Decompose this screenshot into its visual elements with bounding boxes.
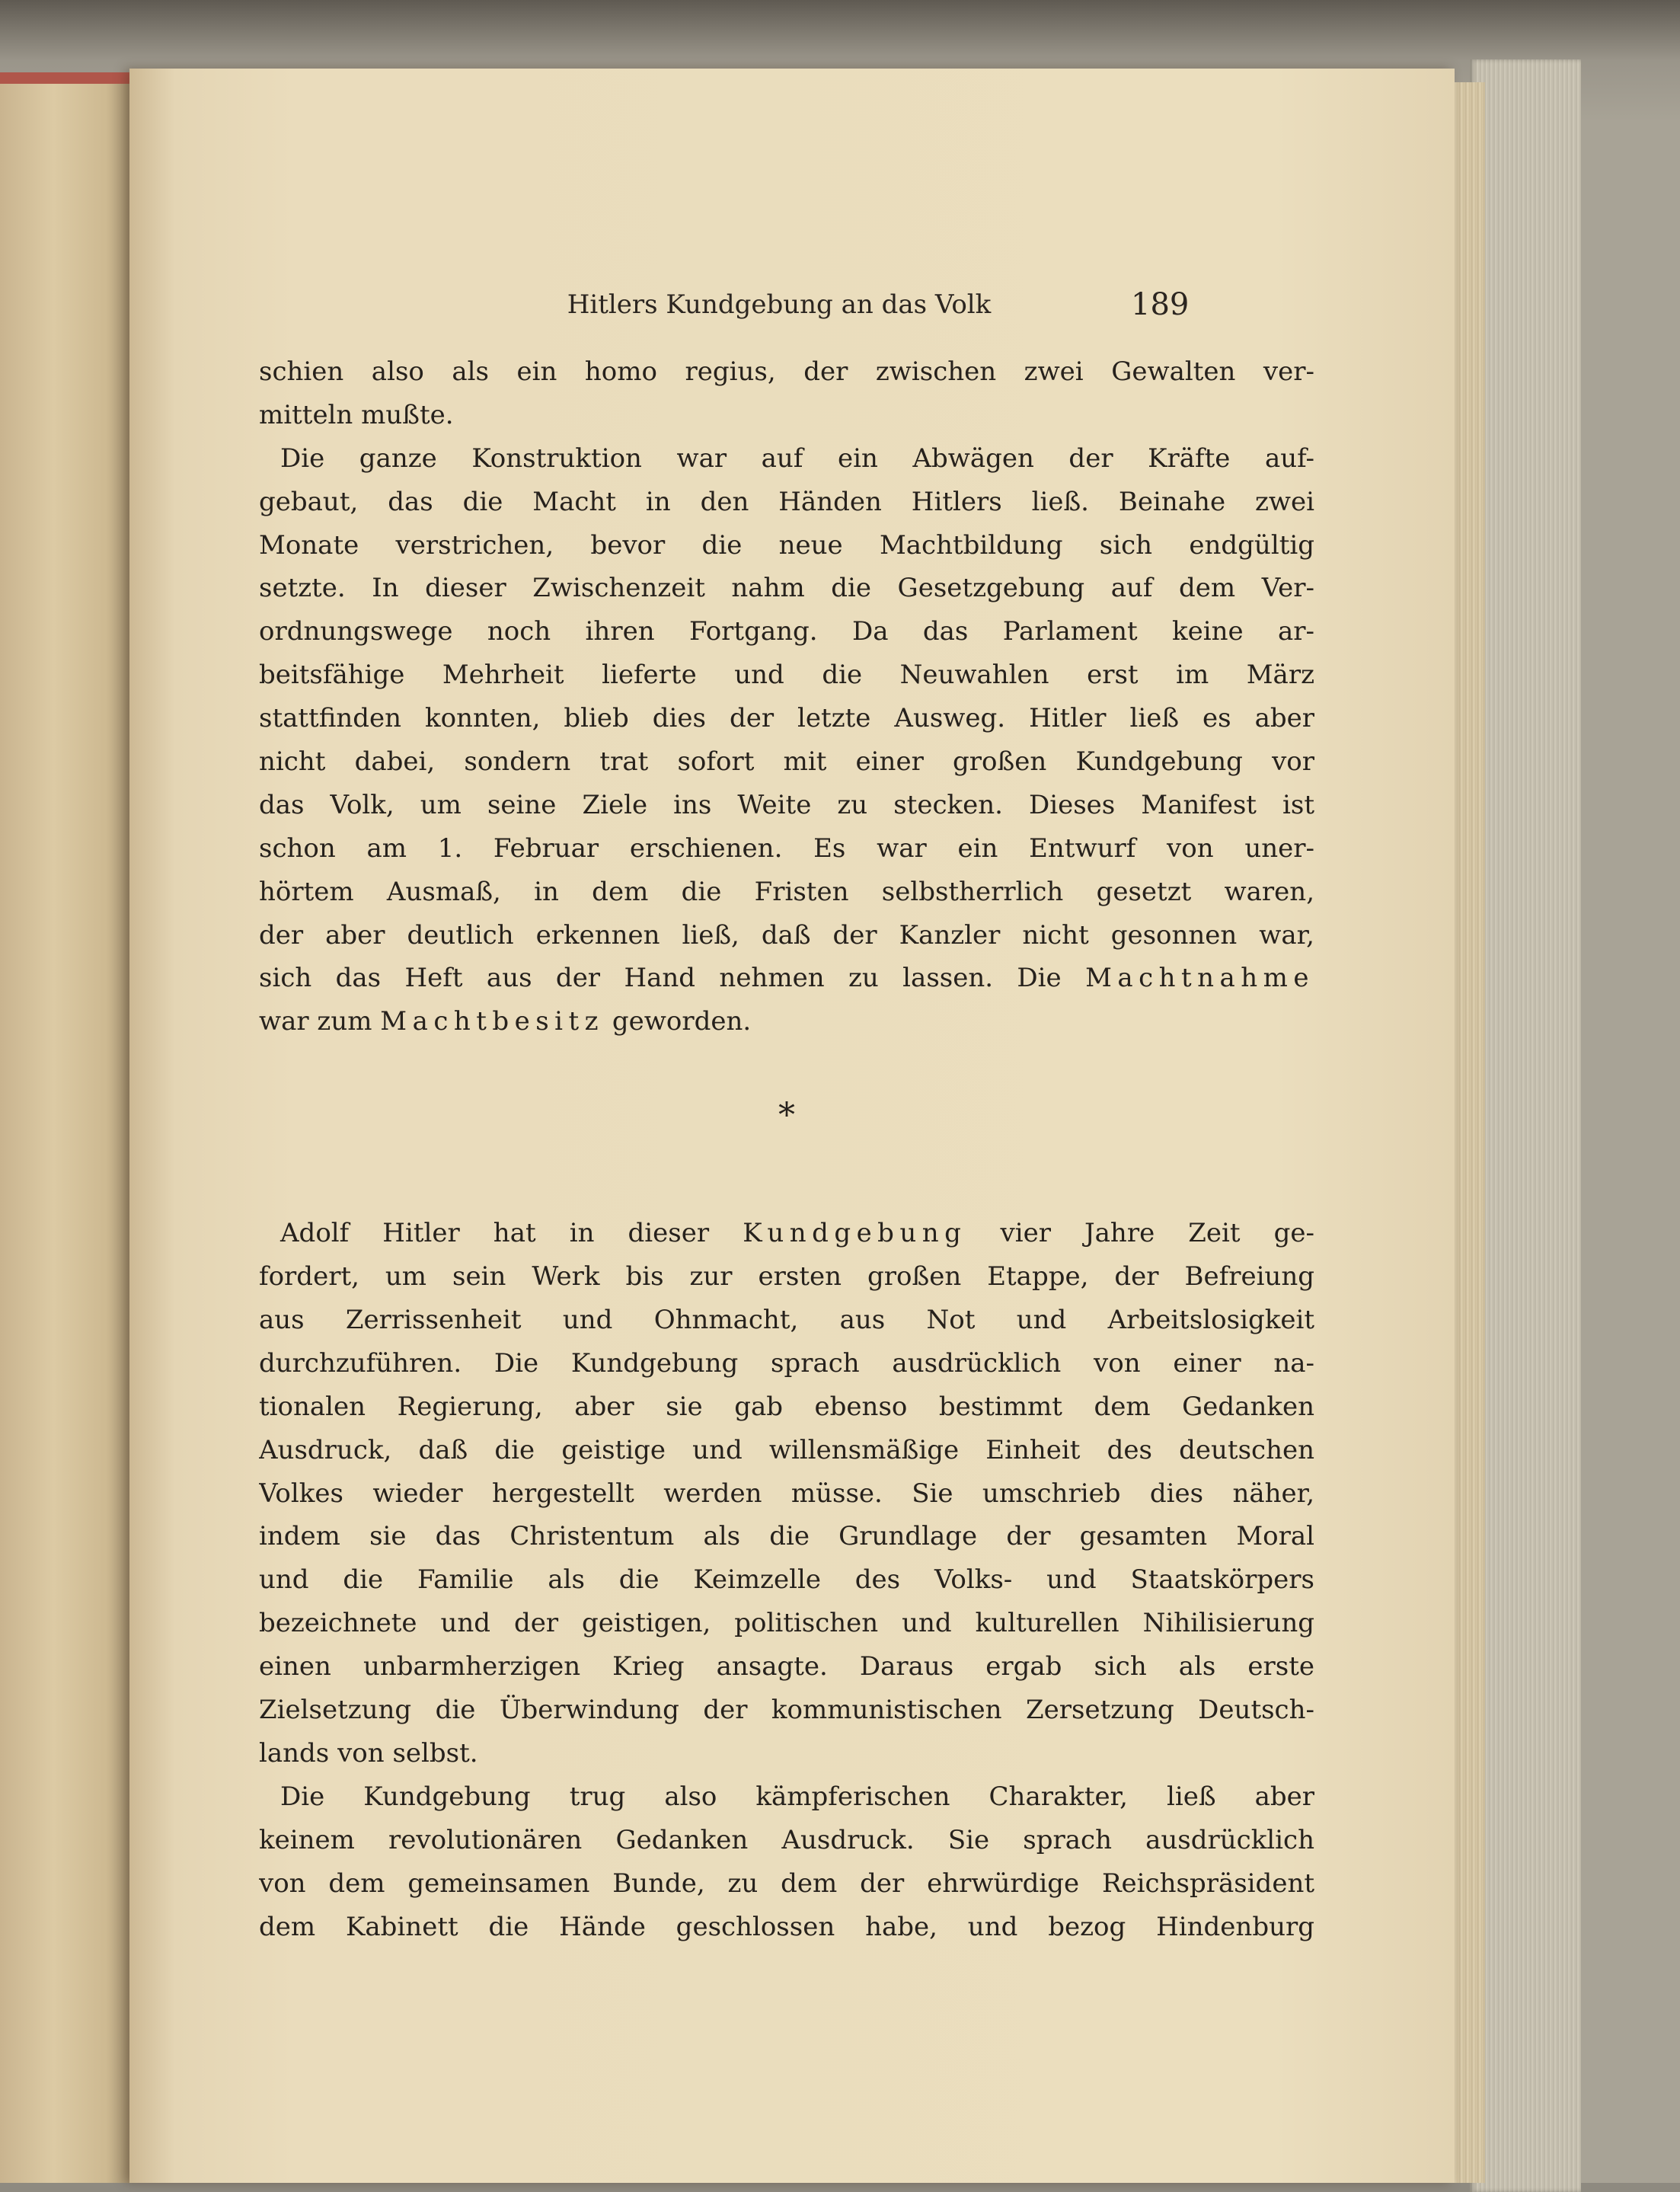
book-page [129, 69, 1455, 2183]
spaced-emphasis: Machtnahme [1085, 963, 1314, 994]
text-span: war zum [259, 1006, 372, 1037]
book-cover-cloth [1470, 59, 1581, 2192]
text-line: Ausdruck, daß die geistige und willensmäßige Einheit des deutschen [259, 1434, 1314, 1465]
text-span: vier Jahre Zeit ge- [1000, 1218, 1314, 1249]
text-line: durchzuführen. Die Kundgebung sprach ausdrücklich von einer na- [259, 1347, 1314, 1379]
left-page-strip [0, 84, 134, 2183]
running-head [129, 282, 1455, 335]
text-line [259, 957, 1314, 1000]
text-line: von dem gemeinsamen Bunde, zu dem der ehrwürdige Reichspräsident [259, 1868, 1314, 1899]
text-line: setzte. In dieser Zwischenzeit nahm die Gesetzgebung auf dem Ver- [259, 573, 1314, 604]
text-line: keinem revolutionären Gedanken Ausdruck. Sie sprach ausdrücklich [259, 1824, 1314, 1855]
body-text [259, 350, 1314, 1948]
text-line [259, 1212, 1314, 1255]
text-line [259, 1000, 1314, 1043]
text-line: dem Kabinett die Hände geschlossen habe, und bezog Hindenburg [259, 1911, 1314, 1942]
paragraph-1 [259, 350, 1314, 437]
text-span: sich das Heft aus der Hand nehmen zu lassen. Die [259, 963, 1062, 994]
text-line: Zielsetzung die Überwindung der kommunistischen Zersetzung Deutsch- [259, 1695, 1314, 1726]
text-line: indem sie das Christentum als die Grundlage der gesamten Moral [259, 1521, 1314, 1552]
text-line: tionalen Regierung, aber sie gab ebenso bestimmt dem Gedanken [259, 1391, 1314, 1422]
page-number: 189 [1131, 287, 1190, 322]
paragraph-4 [259, 1775, 1314, 1949]
text-line: einen unbarmherzigen Krieg ansagte. Daraus ergab sich als erste [259, 1651, 1314, 1682]
text-line: bezeichnete und der geistigen, politischen und kulturellen Nihilisierung [259, 1608, 1314, 1639]
text-line: das Volk, um seine Ziele ins Weite zu stecken. Dieses Manifest ist [259, 789, 1314, 820]
section-spacer [259, 1043, 1314, 1097]
text-line: fordert, um sein Werk bis zur ersten großen Etappe, der Befreiung [259, 1261, 1314, 1293]
text-line: stattfinden konnten, blieb dies der letzte Ausweg. Hitler ließ es aber [259, 703, 1314, 734]
text-span: Adolf Hitler hat in dieser [280, 1218, 710, 1249]
text-line: und die Familie als die Keimzelle des Volks- und Staatskörpers [259, 1564, 1314, 1596]
text-line: beitsfähige Mehrheit lieferte und die Neuwahlen erst im März [259, 660, 1314, 691]
text-line: Die Kundgebung trug also kämpferischen Charakter, ließ aber [280, 1781, 1314, 1812]
text-line: schon am 1. Februar erschienen. Es war ein Entwurf von uner- [259, 832, 1314, 864]
running-head-title: Hitlers Kundgebung an das Volk [567, 289, 992, 320]
text-line: nicht dabei, sondern trat sofort mit einer großen Kundgebung vor [259, 746, 1314, 778]
spaced-emphasis: Kundgebung [743, 1218, 967, 1249]
text-line: lands von selbst. [259, 1737, 478, 1769]
spaced-emphasis: Machtbesitz [380, 1006, 605, 1037]
text-line: aus Zerrissenheit und Ohnmacht, aus Not und Arbeitslosigkeit [259, 1305, 1314, 1336]
section-spacer [259, 1135, 1314, 1212]
text-line: schien also als ein homo regius, der zwischen zwei Gewalten ver- [259, 356, 1314, 387]
paragraph-2 [259, 437, 1314, 1043]
text-line: Die ganze Konstruktion war auf ein Abwägen der Kräfte auf- [280, 443, 1314, 474]
text-line: gebaut, das die Macht in den Händen Hitlers ließ. Beinahe zwei [259, 486, 1314, 517]
text-line: hörtem Ausmaß, in dem die Fristen selbstherrlich gesetzt waren, [259, 876, 1314, 907]
text-line: der aber deutlich erkennen ließ, daß der Kanzler nicht gesonnen war, [259, 919, 1314, 951]
section-separator-asterisk: * [778, 1096, 795, 1136]
text-line: Volkes wieder hergestellt werden müsse. Sie umschrieb dies näher, [259, 1478, 1314, 1509]
text-line: mitteln mußte. [259, 399, 454, 430]
text-line: ordnungswege noch ihren Fortgang. Da das Parlament keine ar- [259, 616, 1314, 647]
text-line: Monate verstrichen, bevor die neue Machtbildung sich endgültig [259, 529, 1314, 561]
text-span: geworden. [612, 1006, 752, 1037]
paragraph-3 [259, 1212, 1314, 1775]
